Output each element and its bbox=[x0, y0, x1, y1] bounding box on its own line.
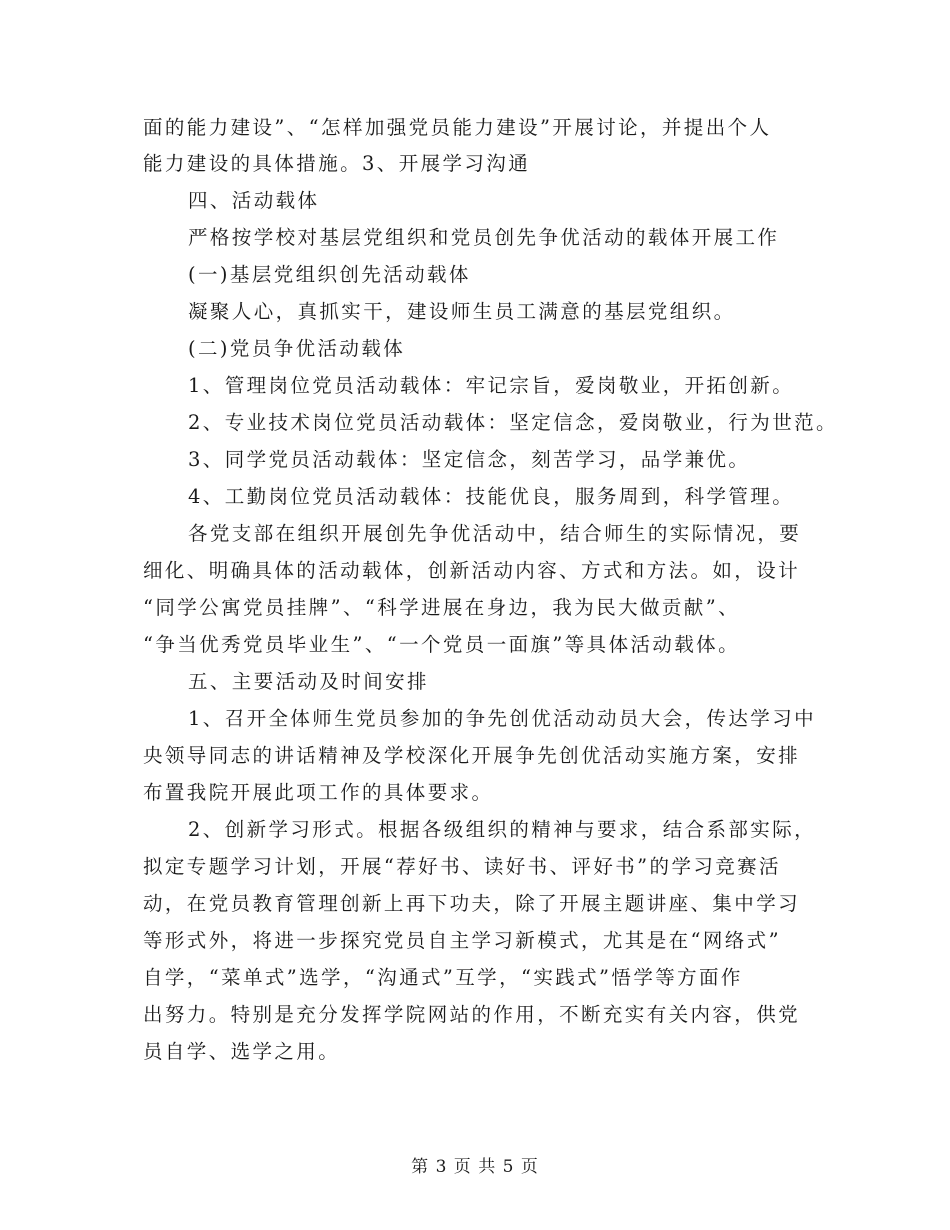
body-text-line: 动，在党员教育管理创新上再下功夫，除了开展主题讲座、集中学习 bbox=[143, 892, 801, 915]
list-item: 4、工勤岗位党员活动载体：技能优良，服务周到，科学管理。 bbox=[188, 485, 795, 508]
page-number-footer: 第 3 页 共 5 页 bbox=[411, 1157, 539, 1177]
list-item: 2、专业技术岗位党员活动载体：坚定信念，爱岗敬业，行为世范。 bbox=[188, 411, 838, 434]
body-text-line: 央领导同志的讲话精神及学校深化开展争先创优活动实施方案，安排 bbox=[143, 744, 801, 767]
body-text-line: 自学，“菜单式”选学，“沟通式”互学，“实践式”悟学等方面作 bbox=[143, 966, 743, 989]
body-text-line: 各党支部在组织开展创先争优活动中，结合师生的实际情况，要 bbox=[188, 522, 802, 545]
list-item: 3、同学党员活动载体：坚定信念，刻苦学习，品学兼优。 bbox=[188, 448, 751, 471]
list-item: 1、管理岗位党员活动载体：牢记宗旨，爱岗敬业，开拓创新。 bbox=[188, 374, 795, 397]
subsection-heading: (二)党员争优活动载体 bbox=[188, 337, 406, 360]
body-text-line: 等形式外，将进一步探究党员自主学习新模式，尤其是在“网络式” bbox=[143, 929, 781, 952]
body-text-line: “争当优秀党员毕业生”、“一个党员一面旗”等具体活动载体。 bbox=[143, 633, 740, 656]
body-text-line: 布置我院开展此项工作的具体要求。 bbox=[143, 781, 494, 804]
body-text-line: “同学公寓党员挂牌”、“科学进展在身边，我为民大做贡献”、 bbox=[143, 596, 740, 619]
section-heading: 五、主要活动及时间安排 bbox=[188, 670, 429, 693]
body-text-line: 细化、明确具体的活动载体，创新活动内容、方式和方法。如，设计 bbox=[143, 559, 801, 582]
body-text-line: 1、召开全体师生党员参加的争先创优活动动员大会，传达学习中 bbox=[188, 707, 817, 730]
body-text-line: 出努力。特别是充分发挥学院网站的作用，不断充实有关内容，供党 bbox=[143, 1003, 801, 1026]
subsection-heading: (一)基层党组织创先活动载体 bbox=[188, 263, 471, 286]
body-text-line: 2、创新学习形式。根据各级组织的精神与要求，结合系部实际， bbox=[188, 818, 817, 841]
body-text-line: 严格按学校对基层党组织和党员创先争优活动的载体开展工作 bbox=[188, 226, 780, 249]
body-text-line: 能力建设的具体措施。3、开展学习沟通 bbox=[143, 152, 531, 175]
section-heading: 四、活动载体 bbox=[188, 189, 320, 212]
body-text-line: 凝聚人心，真抓实干，建设师生员工满意的基层党组织。 bbox=[188, 300, 736, 323]
body-text-line: 拟定专题学习计划，开展“荐好书、读好书、评好书”的学习竞赛活 bbox=[143, 855, 781, 878]
body-text-line: 员自学、选学之用。 bbox=[143, 1040, 341, 1063]
body-text-line: 面的能力建设”、“怎样加强党员能力建设”开展讨论，并提出个人 bbox=[143, 116, 772, 139]
